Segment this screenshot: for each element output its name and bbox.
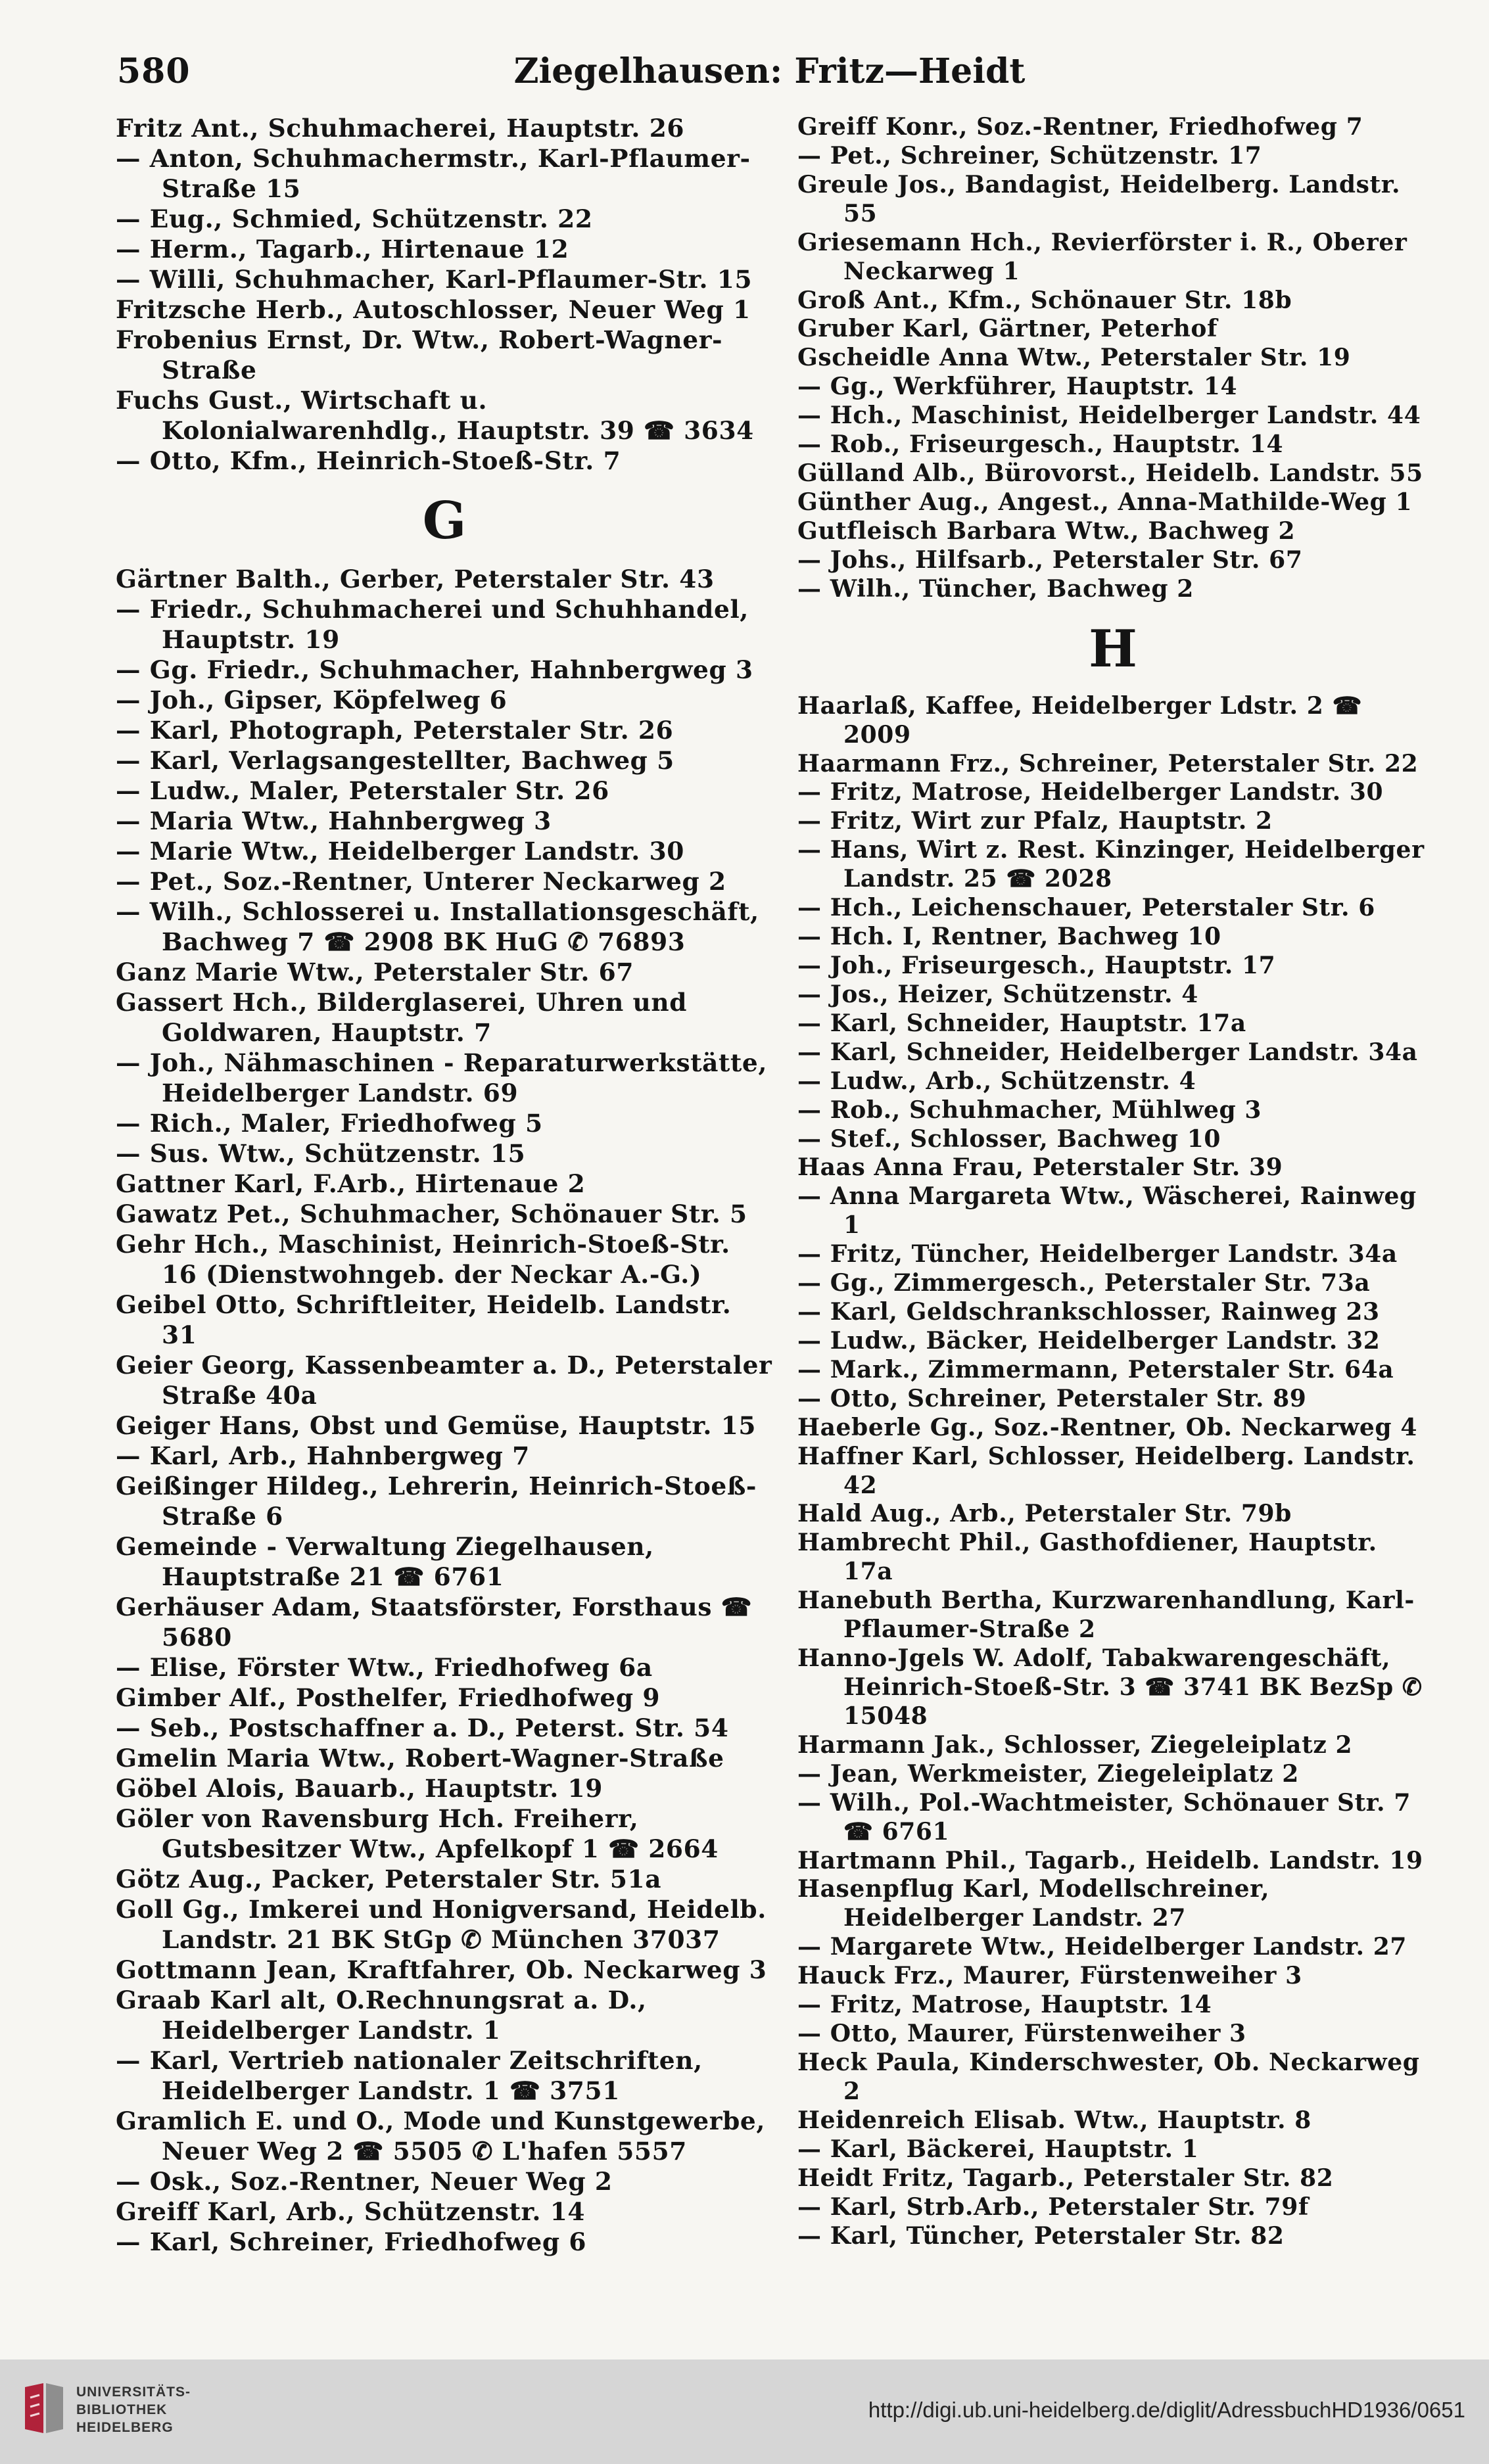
directory-entry: — Joh., Nähmaschinen - Reparaturwerkstätte, Heidelberger Landstr. 69 [116,1048,767,1107]
source-url-link[interactable]: http://digi.ub.uni-heidelberg.de/diglit/AdressbuchHD1936/0651 [868,2398,1465,2422]
page-header [117,51,1422,97]
directory-entry: — Joh., Gipser, Köpfelweg 6 [116,686,508,714]
directory-entry: Greule Jos., Bandagist, Heidelberg. Landstr. 55 [797,170,1401,227]
directory-entry: — Mark., Zimmermann, Peterstaler Str. 64a [797,1355,1394,1383]
directory-entry: Hambrecht Phil., Gasthofdiener, Hauptstr. 17a [797,1529,1377,1586]
directory-entry: — Fritz, Matrose, Heidelberger Landstr. 30 [797,778,1384,806]
directory-entry: Günther Aug., Angest., Anna-Mathilde-Weg 1 [797,488,1413,516]
directory-entry: — Jos., Heizer, Schützenstr. 4 [797,980,1198,1008]
directory-entry: Haffner Karl, Schlosser, Heidelberg. Landstr. 42 [797,1442,1415,1499]
directory-entry: — Wilh., Tüncher, Bachweg 2 [797,574,1194,603]
directory-entry: Harmann Jak., Schlosser, Ziegeleiplatz 2 [797,1731,1353,1759]
directory-entry: — Pet., Schreiner, Schützenstr. 17 [797,141,1262,170]
directory-entry: — Otto, Maurer, Fürstenweiher 3 [797,2020,1246,2048]
logo-line: UNIVERSITÄTS- [76,2384,191,2400]
directory-entry: Hanno-Jgels W. Adolf, Tabakwarengeschäft, Heinrich-Stoeß-Str. 3 ☎ 3741 BK BezSp ✆ 15048 [797,1644,1423,1730]
directory-entry: — Karl, Tüncher, Peterstaler Str. 82 [797,2221,1285,2250]
right-column [797,113,1429,2250]
directory-entry: Göler von Ravensburg Hch. Freiherr, Gutsbesitzer Wtw., Apfelkopf 1 ☎ 2664 [116,1804,719,1863]
directory-entry: — Anton, Schuhmachermstr., Karl-Pflaumer-Straße 15 [116,144,751,203]
directory-entry: Heidenreich Elisab. Wtw., Hauptstr. 8 [797,2106,1312,2134]
directory-entry: — Karl, Schneider, Heidelberger Landstr. 34a [797,1038,1418,1066]
directory-entry: Gruber Karl, Gärtner, Peterhof [797,315,1218,343]
directory-entry: — Gg., Werkführer, Hauptstr. 14 [797,373,1238,401]
directory-entry: — Rob., Schuhmacher, Mühlweg 3 [797,1096,1262,1124]
directory-entry: Gawatz Pet., Schuhmacher, Schönauer Str. 5 [116,1199,747,1228]
directory-entry: Goll Gg., Imkerei und Honigversand, Heidelb. Landstr. 21 BK StGp ✆ München 37037 [116,1895,767,1954]
directory-entry: Hasenpflug Karl, Modellschreiner, Heidelberger Landstr. 27 [797,1875,1270,1932]
directory-entry: — Margarete Wtw., Heidelberger Landstr. 27 [797,1933,1407,1961]
directory-entry: Hald Aug., Arb., Peterstaler Str. 79b [797,1500,1292,1528]
directory-entry: Geißinger Hildeg., Lehrerin, Heinrich-Stoeß-Straße 6 [116,1472,757,1531]
directory-entry: — Gg., Zimmergesch., Peterstaler Str. 73a [797,1269,1371,1297]
directory-entry: — Rich., Maler, Friedhofweg 5 [116,1109,543,1138]
directory-entry: Hartmann Phil., Tagarb., Heidelb. Landstr. 19 [797,1846,1423,1874]
directory-entry: — Fritz, Matrose, Hauptstr. 14 [797,1991,1212,2019]
directory-entry: Gülland Alb., Bürovorst., Heidelb. Landstr. 55 [797,459,1423,488]
directory-entry: — Karl, Schreiner, Friedhofweg 6 [116,2227,587,2256]
directory-entry: Gärtner Balth., Gerber, Peterstaler Str. 43 [116,565,715,593]
directory-entry: Frobenius Ernst, Dr. Wtw., Robert-Wagner-Straße [116,325,723,384]
directory-entry: Gottmann Jean, Kraftfahrer, Ob. Neckarweg 3 [116,1955,767,1984]
directory-entry: Haeberle Gg., Soz.-Rentner, Ob. Neckarweg 4 [797,1413,1417,1441]
directory-entry: Haas Anna Frau, Peterstaler Str. 39 [797,1153,1283,1182]
library-logo[interactable] [21,2378,192,2444]
directory-entry: Graab Karl alt, O.Rechnungsrat a. D., Heidelberger Landstr. 1 [116,1986,647,2045]
directory-entry: — Pet., Soz.-Rentner, Unterer Neckarweg 2 [116,867,726,896]
logo-line: HEIDELBERG [76,2420,174,2435]
directory-entry: Gemeinde - Verwaltung Ziegelhausen, Hauptstraße 21 ☎ 6761 [116,1532,654,1591]
directory-entry: Greiff Karl, Arb., Schützenstr. 14 [116,2197,586,2226]
directory-entry: Geier Georg, Kassenbeamter a. D., Peterstaler Straße 40a [116,1351,772,1410]
page-title: Ziegelhausen: Fritz—Heidt [513,51,1026,91]
directory-entry: — Herm., Tagarb., Hirtenaue 12 [116,235,569,264]
directory-entry: — Joh., Friseurgesch., Hauptstr. 17 [797,951,1276,979]
directory-entry: — Seb., Postschaffner a. D., Peterst. Str. 54 [116,1713,729,1742]
directory-entry: — Willi, Schuhmacher, Karl-Pflaumer-Str. 15 [116,265,753,294]
directory-entry: Geibel Otto, Schriftleiter, Heidelb. Landstr. 31 [116,1290,732,1349]
directory-entry: — Ludw., Bäcker, Heidelberger Landstr. 32 [797,1326,1381,1355]
page-number: 580 [117,51,191,91]
directory-entry: — Karl, Verlagsangestellter, Bachweg 5 [116,746,674,775]
directory-entry: — Rob., Friseurgesch., Hauptstr. 14 [797,430,1284,459]
directory-entry: — Hch. I, Rentner, Bachweg 10 [797,923,1221,951]
directory-entry: Gscheidle Anna Wtw., Peterstaler Str. 19 [797,344,1351,372]
directory-entry: Gerhäuser Adam, Staatsförster, Forsthaus ☎ 5680 [116,1592,753,1652]
directory-entry: — Hch., Maschinist, Heidelberger Landstr. 44 [797,402,1421,430]
directory-entry: — Sus. Wtw., Schützenstr. 15 [116,1139,526,1168]
directory-entry: Gutfleisch Barbara Wtw., Bachweg 2 [797,517,1296,545]
directory-entry: — Johs., Hilfsarb., Peterstaler Str. 67 [797,546,1303,574]
library-seal-icon [21,2381,67,2436]
directory-entry: Heidt Fritz, Tagarb., Peterstaler Str. 82 [797,2164,1334,2192]
directory-entry: — Gg. Friedr., Schuhmacher, Hahnbergweg 3 [116,655,753,684]
directory-entry: — Karl, Bäckerei, Hauptstr. 1 [797,2135,1199,2163]
logo-line: BIBLIOTHEK [76,2402,168,2417]
directory-entry: — Ludw., Arb., Schützenstr. 4 [797,1067,1196,1095]
directory-entry: Götz Aug., Packer, Peterstaler Str. 51a [116,1865,662,1894]
directory-entry: — Marie Wtw., Heidelberger Landstr. 30 [116,837,684,866]
directory-entry: — Karl, Schneider, Hauptstr. 17a [797,1009,1246,1037]
directory-entry: Heck Paula, Kinderschwester, Ob. Neckarweg 2 [797,2049,1420,2105]
directory-entry: — Otto, Kfm., Heinrich-Stoeß-Str. 7 [116,446,621,475]
directory-entry: — Fritz, Tüncher, Heidelberger Landstr. 34a [797,1240,1398,1268]
directory-entry: Gimber Alf., Posthelfer, Friedhofweg 9 [116,1683,661,1712]
directory-entry: Griesemann Hch., Revierförster i. R., Oberer Neckarweg 1 [797,228,1407,285]
directory-entry: — Wilh., Schlosserei u. Installationsgeschäft, Bachweg 7 ☎ 2908 BK HuG ✆ 76893 [116,897,759,956]
directory-entry: — Karl, Vertrieb nationaler Zeitschriften, Heidelberger Landstr. 1 ☎ 3751 [116,2046,703,2105]
footer-bar [0,2359,1489,2464]
directory-entry: Gattner Karl, F.Arb., Hirtenaue 2 [116,1169,586,1198]
directory-entry: Haarlaß, Kaffee, Heidelberger Ldstr. 2 ☎ 2009 [797,691,1363,749]
directory-entry: Ganz Marie Wtw., Peterstaler Str. 67 [116,958,634,987]
directory-entry: Gramlich E. und O., Mode und Kunstgewerbe, Neuer Weg 2 ☎ 5505 ✆ L'hafen 5557 [116,2106,766,2166]
directory-entry: — Jean, Werkmeister, Ziegeleiplatz 2 [797,1759,1299,1788]
directory-entry: — Karl, Strb.Arb., Peterstaler Str. 79f [797,2193,1309,2221]
directory-entry: — Karl, Arb., Hahnbergweg 7 [116,1441,530,1470]
section-letter: H [1089,618,1137,679]
directory-entry: Göbel Alois, Bauarb., Hauptstr. 19 [116,1774,603,1803]
directory-entry: — Wilh., Pol.-Wachtmeister, Schönauer Str. 7 ☎ 6761 [797,1788,1411,1846]
directory-entry: — Karl, Photograph, Peterstaler Str. 26 [116,716,674,745]
left-column [116,113,773,2257]
directory-entry: Groß Ant., Kfm., Schönauer Str. 18b [797,286,1292,314]
directory-entry: — Ludw., Maler, Peterstaler Str. 26 [116,776,609,805]
directory-entry: — Hans, Wirt z. Rest. Kinzinger, Heidelberger Landstr. 25 ☎ 2028 [797,836,1425,893]
directory-entry: — Elise, Förster Wtw., Friedhofweg 6a [116,1653,653,1682]
directory-entry: — Maria Wtw., Hahnbergweg 3 [116,806,552,835]
directory-entry: — Friedr., Schuhmacherei und Schuhhandel, Hauptstr. 19 [116,595,749,654]
directory-entry: Fritzsche Herb., Autoschlosser, Neuer Weg 1 [116,295,751,324]
directory-entry: — Hch., Leichenschauer, Peterstaler Str. 6 [797,894,1375,922]
directory-entry: Hauck Frz., Maurer, Fürstenweiher 3 [797,1962,1302,1990]
directory-entry: Geiger Hans, Obst und Gemüse, Hauptstr. 15 [116,1411,757,1440]
directory-entry: — Eug., Schmied, Schützenstr. 22 [116,204,593,233]
section-letter: G [422,491,467,551]
directory-entry: Gassert Hch., Bilderglaserei, Uhren und Goldwaren, Hauptstr. 7 [116,988,688,1047]
directory-entry: — Karl, Geldschrankschlosser, Rainweg 23 [797,1298,1380,1326]
directory-entry: — Otto, Schreiner, Peterstaler Str. 89 [797,1384,1307,1412]
directory-entry: — Osk., Soz.-Rentner, Neuer Weg 2 [116,2167,613,2196]
directory-entry: — Anna Margareta Wtw., Wäscherei, Rainweg 1 [797,1182,1417,1240]
directory-entry: — Fritz, Wirt zur Pfalz, Hauptstr. 2 [797,807,1273,835]
directory-entry: Greiff Konr., Soz.-Rentner, Friedhofweg 7 [797,113,1363,141]
directory-entry: Fritz Ant., Schuhmacherei, Hauptstr. 26 [116,114,685,143]
directory-entry: Haarmann Frz., Schreiner, Peterstaler Str. 22 [797,749,1419,778]
directory-entry: Gehr Hch., Maschinist, Heinrich-Stoeß-Str. 16 (Dienstwohngeb. der Neckar A.-G.) [116,1230,730,1289]
library-name [76,2383,191,2436]
directory-entry: Gmelin Maria Wtw., Robert-Wagner-Straße [116,1744,724,1773]
directory-entry: Fuchs Gust., Wirtschaft u. Kolonialwarenhdlg., Hauptstr. 39 ☎ 3634 [116,386,754,445]
directory-entry: — Stef., Schlosser, Bachweg 10 [797,1125,1221,1153]
directory-entry: Hanebuth Bertha, Kurzwarenhandlung, Karl-Pflaumer-Straße 2 [797,1587,1415,1644]
